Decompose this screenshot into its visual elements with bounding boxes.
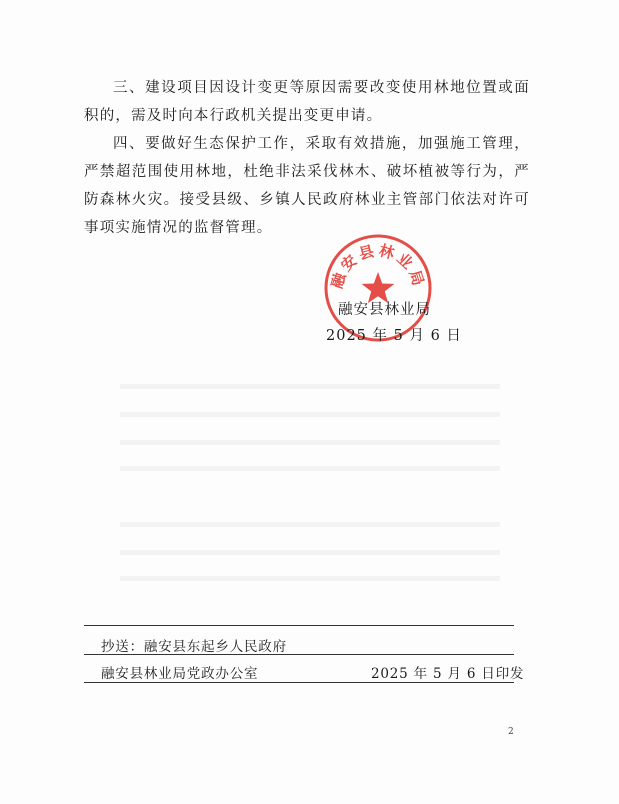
signature-date: 2025 年 5 月 6 日 — [326, 328, 462, 344]
footer-divider-bottom — [84, 682, 514, 683]
bleed-through-mark — [120, 412, 500, 417]
print-date: 2025 年 5 月 6 日印发 — [371, 666, 525, 682]
signature-organization: 融安县林业局 — [338, 302, 431, 318]
seal-text: 融安县林业局 — [327, 241, 429, 291]
cc-line: 抄送：融安县东起乡人民政府 — [101, 639, 287, 655]
footer-divider-top — [84, 625, 514, 626]
paragraph-4: 四、要做好生态保护工作，采取有效措施，加强施工管理，严禁超范围使用林地，杜绝非法采伐林木、破坏植被等行为，严防森林火灾。接受县级、乡镇人民政府林业主管部门依法对许可事项实施情况的监督管理。 — [84, 136, 530, 236]
bleed-through-mark — [120, 466, 500, 471]
issuing-office: 融安县林业局党政办公室 — [101, 666, 259, 682]
page-number: 2 — [508, 727, 514, 737]
bleed-through-mark — [120, 576, 500, 581]
bleed-through-mark — [120, 440, 500, 445]
bleed-through-mark — [120, 522, 500, 527]
bleed-through-mark — [120, 384, 500, 389]
bleed-through-mark — [120, 550, 500, 555]
footer-divider-middle — [84, 654, 514, 655]
paragraph-3: 三、建设项目因设计变更等原因需要改变使用林地位置或面积的，需及时向本行政机关提出变更申请。 — [84, 80, 530, 124]
